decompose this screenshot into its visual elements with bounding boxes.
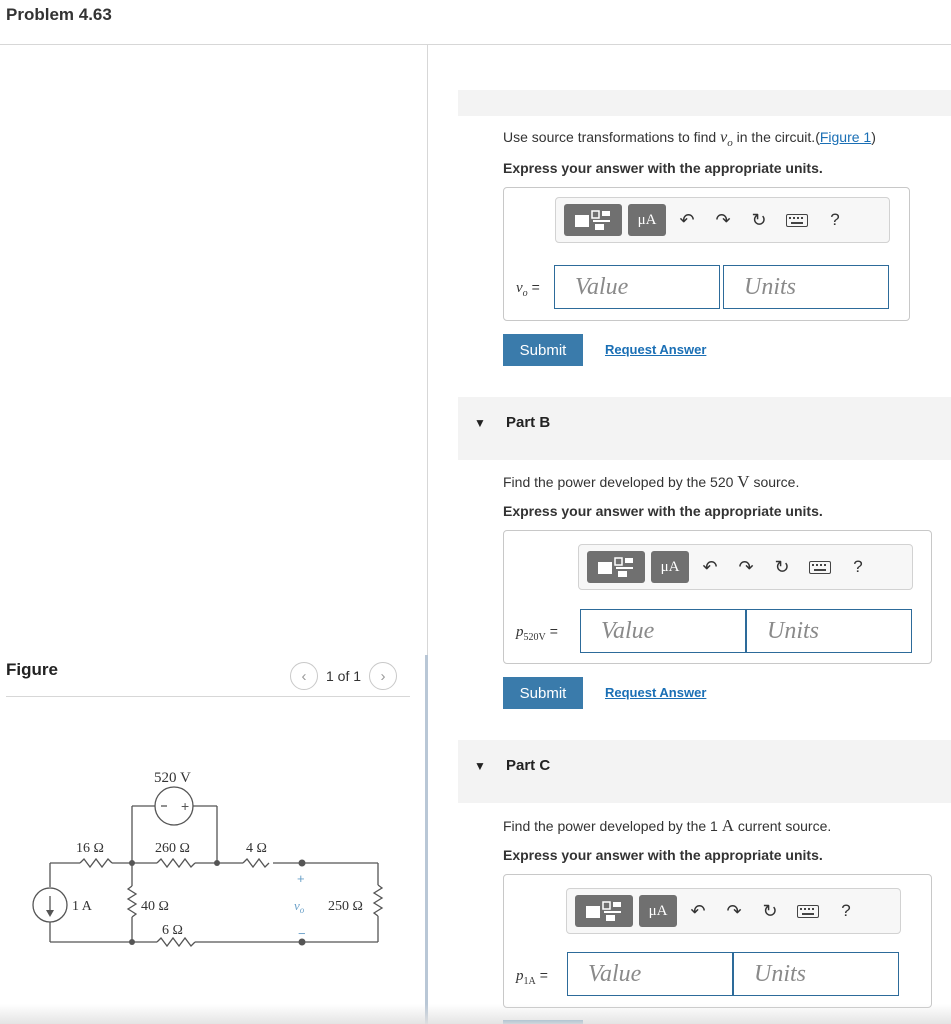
- keyboard-icon[interactable]: [791, 905, 825, 918]
- help-icon[interactable]: ?: [841, 901, 851, 920]
- collapse-caret-icon[interactable]: ▼: [474, 416, 486, 430]
- units-button[interactable]: μA: [628, 204, 666, 236]
- resistor-16-label: 16 Ω: [76, 841, 104, 856]
- reset-icon[interactable]: ↻: [751, 209, 767, 230]
- redo-icon[interactable]: ↷: [738, 556, 754, 577]
- part-b-submit-button[interactable]: Submit: [503, 677, 583, 709]
- part-b-instructions: Express your answer with the appropriate units.: [503, 503, 823, 519]
- part-c-prompt: Find the power developed by the 1 A current source.: [503, 816, 832, 835]
- resistor-260-label: 260 Ω: [155, 841, 190, 856]
- keyboard-icon[interactable]: [803, 561, 837, 574]
- part-b-header[interactable]: [458, 397, 951, 460]
- part-a-variable: $v_o$ =: [516, 279, 540, 299]
- templates-button[interactable]: [587, 551, 645, 583]
- part-b-title: Part B: [506, 414, 551, 431]
- undo-icon[interactable]: ↶: [679, 209, 695, 230]
- resistor-250-label: 250 Ω: [328, 899, 363, 914]
- part-b-math-toolbar: [578, 544, 913, 590]
- templates-button[interactable]: [575, 895, 633, 927]
- vo-minus-label: −: [298, 926, 306, 941]
- value-input[interactable]: Value: [567, 952, 733, 996]
- part-c-variable: $p_{1A}$ =: [516, 967, 548, 987]
- part-a-answer-box: [503, 187, 910, 321]
- part-b-answer-box: [503, 530, 932, 664]
- vo-plus-label: +: [297, 871, 305, 886]
- part-c-instructions: Express your answer with the appropriate units.: [503, 847, 823, 863]
- part-a-band: [458, 90, 951, 116]
- undo-icon[interactable]: ↶: [702, 556, 718, 577]
- units-input[interactable]: Units: [723, 265, 889, 309]
- figure-pager: [290, 662, 397, 690]
- current-source-label: 1 A: [72, 899, 92, 914]
- resistor-4-label: 4 Ω: [246, 841, 267, 856]
- figure-pager-text: 1 of 1: [326, 668, 362, 684]
- part-b-variable: $p_{520V}$ =: [516, 623, 558, 643]
- part-a-submit-button[interactable]: Submit: [503, 334, 583, 366]
- figure-heading: Figure: [6, 660, 58, 679]
- part-a-instructions: Express your answer with the appropriate units.: [503, 160, 823, 176]
- figure-1-link[interactable]: Figure 1: [819, 129, 872, 145]
- redo-icon[interactable]: ↷: [726, 900, 742, 921]
- resistor-40-label: 40 Ω: [141, 899, 169, 914]
- vo-label: $v_o$: [294, 898, 305, 915]
- units-input[interactable]: Units: [733, 952, 899, 996]
- units-button[interactable]: μA: [639, 895, 677, 927]
- part-a-math-toolbar: [555, 197, 890, 243]
- scroll-fade: [0, 1004, 951, 1024]
- units-button[interactable]: μA: [651, 551, 689, 583]
- next-figure-button[interactable]: ›: [369, 662, 397, 690]
- units-input[interactable]: Units: [746, 609, 912, 653]
- value-input[interactable]: Value: [580, 609, 746, 653]
- page-title: Problem 4.63: [6, 5, 112, 24]
- source-voltage-label: 520 V: [154, 770, 191, 786]
- figure-divider: [6, 696, 410, 697]
- prev-figure-button[interactable]: ‹: [290, 662, 318, 690]
- part-c-answer-box: [503, 874, 932, 1008]
- redo-icon[interactable]: ↷: [715, 209, 731, 230]
- help-icon[interactable]: ?: [830, 210, 840, 229]
- resistor-6-label: 6 Ω: [162, 923, 183, 938]
- circuit-diagram: [20, 760, 390, 960]
- source-plus-mark: +: [181, 798, 190, 814]
- value-input[interactable]: Value: [554, 265, 720, 309]
- keyboard-icon[interactable]: [780, 214, 814, 227]
- collapse-caret-icon[interactable]: ▼: [474, 759, 486, 773]
- part-b-prompt: Find the power developed by the 520 V source.: [503, 472, 800, 491]
- part-a-prompt: Use source transformations to find $v_o$ in the circuit.(Figure 1): [503, 129, 876, 150]
- part-c-title: Part C: [506, 757, 551, 774]
- part-c-header[interactable]: [458, 740, 951, 803]
- reset-icon[interactable]: ↻: [774, 556, 790, 577]
- undo-icon[interactable]: ↶: [690, 900, 706, 921]
- column-resize-handle[interactable]: [425, 655, 428, 1024]
- part-c-math-toolbar: [566, 888, 901, 934]
- reset-icon[interactable]: ↻: [762, 900, 778, 921]
- part-b-request-answer-link[interactable]: Request Answer: [605, 685, 707, 700]
- help-icon[interactable]: ?: [853, 557, 863, 576]
- title-divider: [0, 44, 951, 45]
- templates-button[interactable]: [564, 204, 622, 236]
- part-a-request-answer-link[interactable]: Request Answer: [605, 342, 707, 357]
